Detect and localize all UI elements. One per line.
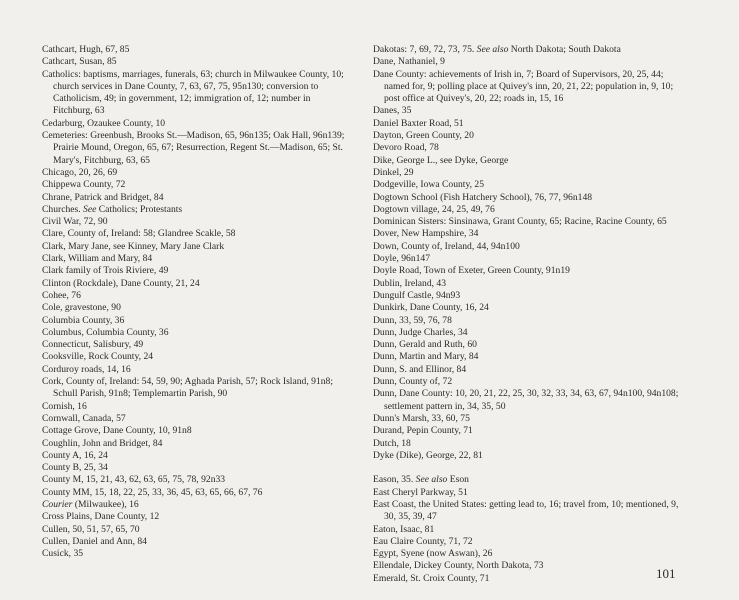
index-entry: Churches. See Catholics; Protestants <box>42 203 183 215</box>
index-entry: Cork, County of, Ireland: 54, 59, 90; Aghada Parish, 57; Rock Island, 91n8; Schull Parish, 91n8; Templemartin Parish, 90 <box>42 376 333 400</box>
index-entry: Durand, Pepin County, 71 <box>373 425 473 437</box>
index-entry: Dayton, Green County, 20 <box>373 130 474 142</box>
index-entry: Eaton, Isaac, 81 <box>373 523 435 535</box>
index-entry: Dunn, Dane County: 10, 20, 21, 22, 25, 30, 32, 33, 34, 63, 67, 94n100, 94n108; settlement pattern in, 34, 35, 50 <box>373 388 679 412</box>
page-number: 101 <box>656 566 676 581</box>
index-entry: East Cheryl Parkway, 51 <box>373 486 468 498</box>
index-entry: Dunn, Martin and Mary, 84 <box>373 351 479 363</box>
index-entry: Emerald, St. Croix County, 71 <box>373 572 490 584</box>
index-entry: East Coast, the United States: getting lead to, 16; travel from, 10; mentioned, 9, 30, 35, 39, 47 <box>373 498 679 523</box>
index-column-right <box>373 44 679 585</box>
index-entry: Dyke (Dike), George, 22, 81 <box>373 449 483 461</box>
index-entry: Dover, New Hampshire, 34 <box>373 228 479 240</box>
index-entry: Catholics: baptisms, marriages, funerals, 63; church in Milwaukee County, 10; church services in Dane County, 7, 63, 67, 75, 95n130; conversion to Catholicism, 49; in government, 12; immigration of, 12; number in Fitchburg, 63 <box>42 68 344 117</box>
index-entry: Dogtown village, 24, 25, 49, 76 <box>373 203 495 215</box>
index-entry: Cottage Grove, Dane County, 10, 91n8 <box>42 425 192 437</box>
index-entry: Cusick, 35 <box>42 548 84 560</box>
index-entry: Devoro Road, 78 <box>373 142 439 154</box>
index-entry: Doyle Road, Town of Exeter, Green County, 91n19 <box>373 265 570 277</box>
index-entry: Dinkel, 29 <box>373 166 414 178</box>
index-entry: Cross Plains, Dane County, 12 <box>42 511 160 523</box>
index-entry: County MM, 15, 18, 22, 25, 33, 36, 45, 63, 65, 66, 67, 76 <box>42 486 263 498</box>
index-entry: Doyle, 96n147 <box>373 253 431 265</box>
index-entry: Dungulf Castle, 94n93 <box>373 289 461 301</box>
index-entry: Columbia County, 36 <box>42 314 125 326</box>
index-entry: Cullen, Daniel and Ann, 84 <box>42 535 147 547</box>
index-entry: Dunn, County of, 72 <box>373 376 453 388</box>
index-entry: Dunkirk, Dane County, 16, 24 <box>373 302 489 314</box>
index-entry: Cathcart, Susan, 85 <box>42 56 117 68</box>
index-entry: Dunn, Gerald and Ruth, 60 <box>373 339 477 351</box>
index-entry: Dakotas: 7, 69, 72, 73, 75. See also North Dakota; South Dakota <box>373 44 621 55</box>
index-entry: Cornwall, Canada, 57 <box>42 412 126 424</box>
index-entry: Cornish, 16 <box>42 400 87 412</box>
index-entry: Clinton (Rockdale), Dane County, 21, 24 <box>42 277 200 289</box>
index-entry: Dunn's Marsh, 33, 60, 75 <box>373 412 470 424</box>
index-entry: Cole, gravestone, 90 <box>42 302 121 314</box>
index-entry: Dominican Sisters: Sinsinawa, Grant County, 65; Racine, Racine County, 65 <box>373 216 667 228</box>
index-entry: Clark, William and Mary, 84 <box>42 253 153 265</box>
index-entry: Dunn, Judge Charles, 34 <box>373 326 468 338</box>
index-entry: Corduroy roads, 14, 16 <box>42 363 131 375</box>
index-entry: Eau Claire County, 71, 72 <box>373 535 473 547</box>
index-entry: Cedarburg, Ozaukee County, 10 <box>42 117 166 129</box>
index-entry: Columbus, Columbia County, 36 <box>42 326 169 338</box>
index-entry: Chicago, 20, 26, 69 <box>42 166 118 178</box>
index-column-left <box>42 44 348 560</box>
index-entry: Coughlin, John and Bridget, 84 <box>42 437 163 449</box>
index-entry: Dunn, 33, 59, 76, 78 <box>373 314 452 326</box>
index-entry: Clare, County of, Ireland: 58; Glandree Scakle, 58 <box>42 228 236 240</box>
index-entry: Dunn, S. and Ellinor, 84 <box>373 363 467 375</box>
index-entry: Dane County: achievements of Irish in, 7; Board of Supervisors, 20, 25, 44; named for, 9; polling place at Quivey's inn, 20, 21, 22; population in, 9, 10; post office at Quivey's, 20, 22; roads in, 15, 16 <box>373 68 674 105</box>
index-entry: Connecticut, Salisbury, 49 <box>42 339 144 351</box>
index-entry: Down, County of, Ireland, 44, 94n100 <box>373 240 520 252</box>
index-entry: Civil War, 72, 90 <box>42 216 108 228</box>
index-entry: Clark family of Trois Riviere, 49 <box>42 265 169 277</box>
index-entry: Danes, 35 <box>373 105 412 117</box>
section-gap <box>373 462 679 474</box>
index-entry: Eason, 35. See also Eson <box>373 474 469 486</box>
index-entry: County B, 25, 34 <box>42 462 108 474</box>
index-entry: County M, 15, 21, 43, 62, 63, 65, 75, 78, 92n33 <box>42 474 226 486</box>
index-entry: Dodgeville, Iowa County, 25 <box>373 179 485 191</box>
index-entry: Cooksville, Rock County, 24 <box>42 351 154 363</box>
index-entry: Dogtown School (Fish Hatchery School), 76, 77, 96n148 <box>373 191 593 203</box>
index-entry: Chrane, Patrick and Bridget, 84 <box>42 191 164 203</box>
index-entry: Clark, Mary Jane, see Kinney, Mary Jane Clark <box>42 240 225 252</box>
index-entry: County A, 16, 24 <box>42 449 108 461</box>
index-entry: Dane, Nathaniel, 9 <box>373 56 445 68</box>
index-entry: Ellendale, Dickey County, North Dakota, 73 <box>373 560 544 572</box>
index-entry: Cathcart, Hugh, 67, 85 <box>42 44 130 55</box>
index-entry: Egypt, Syene (now Aswan), 26 <box>373 548 493 560</box>
index-entry: Courier (Milwaukee), 16 <box>42 498 139 510</box>
index-entry: Cemeteries: Greenbush, Brooks St.—Madison, 65, 96n135; Oak Hall, 96n139; Prairie Mound, Oregon, 65, 67; Resurrection, Regent St.—Madison, 65; St. Mary's, Fitchburg, 63, 65 <box>42 130 345 166</box>
index-entry: Dublin, Ireland, 43 <box>373 277 447 289</box>
index-entry: Chippewa County, 72 <box>42 179 126 191</box>
index-entry: Dike, George L., see Dyke, George <box>373 154 509 166</box>
index-entry: Daniel Baxter Road, 51 <box>373 117 464 129</box>
index-entry: Cullen, 50, 51, 57, 65, 70 <box>42 523 140 535</box>
index-entry: Cohee, 76 <box>42 289 81 301</box>
index-entry: Dutch, 18 <box>373 437 411 449</box>
